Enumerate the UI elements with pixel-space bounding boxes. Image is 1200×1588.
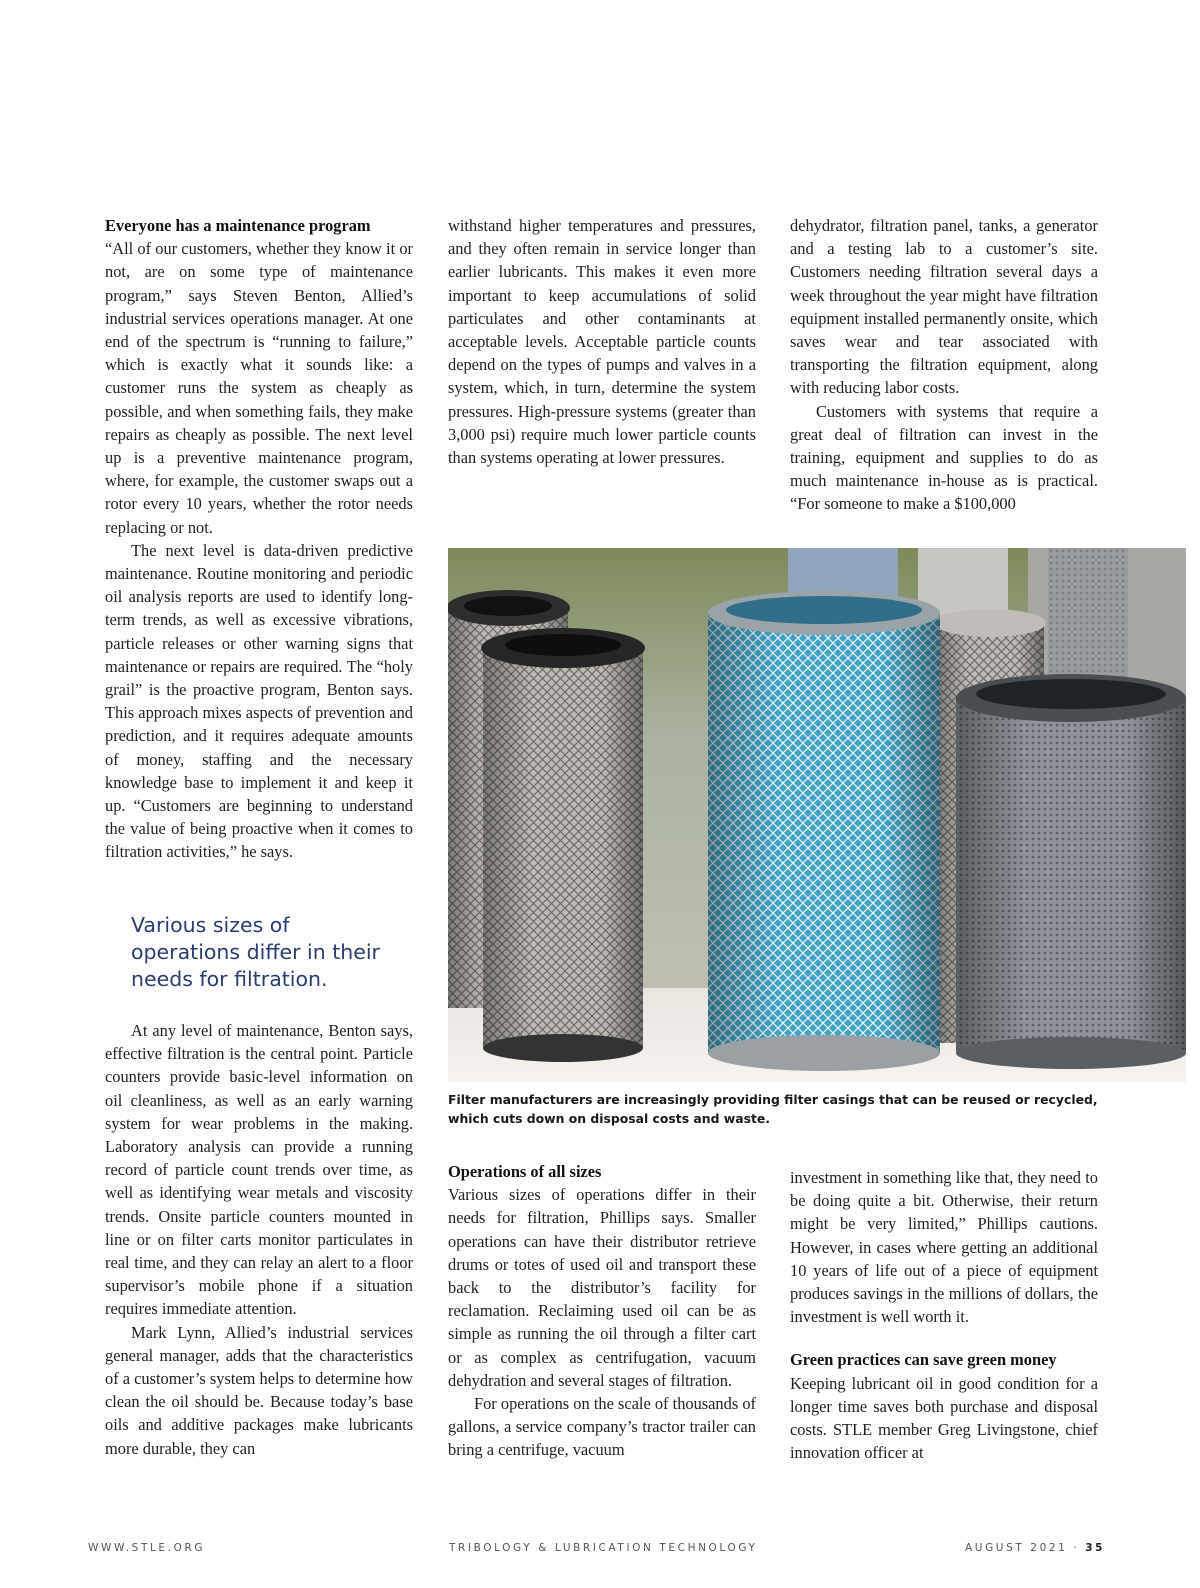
paragraph: The next level is data-driven predictive maintenance. Routine monitoring and periodic oil analysis reports are used to identify long-term trends, as well as excessive vibrations, particle releases or other warning signs that maintenance or repairs are required. The “holy grail” is the proactive program, Benton says. This approach mixes aspects of prevention and prediction, and it requires adequate amounts of money, staffing and the necessary knowledge base to implement it and keep it up. “Customers are beginning to understand the value of being proactive when it comes to filtration activities,” he says. — [105, 540, 413, 862]
paragraph: Mark Lynn, Allied’s industrial services general manager, adds that the characteristics of a customer’s system helps to determine how clean the oil should be. Because today’s base oils and additive packages make lubricants more durable, they can — [105, 1322, 413, 1458]
paragraph: For operations on the scale of thousands of gallons, a service company’s tractor trailer can bring a centrifuge, vacuum — [448, 1394, 756, 1460]
photo-caption: Filter manufacturers are increasingly providing filter casings that can be reused or recycled, which cuts down on disposal costs and waste. — [448, 1092, 1098, 1126]
footer-website: WWW.STLE.ORG — [88, 1542, 206, 1554]
footer-publication: TRIBOLOGY & LUBRICATION TECHNOLOGY — [449, 1542, 758, 1554]
paragraph: At any level of maintenance, Benton says, effective filtration is the central point. Particle counters provide basic-level information on oil cleanliness, as well as an early warning system for wear problems in the making. Laboratory analysis can provide a running record of particle count trends over time, as well as identifying wear metals and viscosity trends. Onsite particle counters mounted in line or on filter carts monitor particulates in real time, and they can relay an alert to a floor supervisor’s mobile phone if a situation requires immediate attention. — [105, 1021, 413, 1319]
pull-quote: Various sizes of operations differ in their needs for filtration. — [131, 913, 380, 991]
filter-cartridges-photo — [448, 548, 1186, 1082]
paragraph: Customers with systems that require a great deal of filtration can invest in the training, equipment and supplies to do as much maintenance in-house as is practical. “For someone to make a $100,000 — [790, 401, 1098, 514]
column-3-top — [790, 214, 1098, 516]
column-3-bottom — [790, 1166, 1098, 1464]
section-heading-green-practices: Green practices can save green money — [790, 1350, 1057, 1370]
paragraph: investment in something like that, they need to be doing quite a bit. Otherwise, their return might be very limited,” Phillips cautions. However, in cases where getting an additional 10 years of life out of a piece of equipment produces savings in the millions of dollars, the investment is well worth it. — [790, 1168, 1098, 1327]
column-1-top — [105, 214, 413, 864]
page-number: 35 — [1085, 1542, 1106, 1554]
paragraph: withstand higher temperatures and pressures, and they often remain in service longer than earlier lubricants. This makes it even more important to keep accumulations of solid particulates and other contaminants at acceptable levels. Acceptable particle counts depend on the types of pumps and valves in a system, which, in turn, determine the system pressures. High-pressure systems (greater than 3,000 psi) require much lower particle counts than systems operating at lower pressures. — [448, 216, 756, 468]
column-2-top — [448, 214, 756, 469]
paragraph: Keeping lubricant oil in good condition for a longer time saves both purchase and disposal costs. STLE member Greg Livingstone, chief innovation officer at — [790, 1373, 1098, 1463]
footer-date: AUGUST 2021 · — [965, 1542, 1080, 1554]
section-heading-maintenance: Everyone has a maintenance program — [105, 216, 371, 235]
footer-date-page — [965, 1542, 1105, 1554]
column-1-bottom — [105, 1019, 413, 1460]
paragraph: Various sizes of operations differ in their needs for filtration, Phillips says. Smaller operations can have their distributor retrieve drums or totes of used oil and transport these back to the distributor’s facility for reclamation. Reclaiming used oil can be as simple as running the oil through a filter cart or as complex as centrifugation, vacuum dehydration and several stages of filtration. — [448, 1185, 756, 1390]
section-spacer — [790, 1328, 1098, 1348]
section-heading-operations: Operations of all sizes — [448, 1162, 602, 1181]
column-2-bottom — [448, 1160, 756, 1462]
paragraph: “All of our customers, whether they know it or not, are on some type of maintenance program,” says Steven Benton, Allied’s industrial services operations manager. At one end of the spectrum is “running to failure,” which is exactly what it sounds like: a customer runs the system as cheaply as possible, and when something fails, they make repairs as cheaply as possible. The next level up is a preventive maintenance program, where, for example, the customer swaps out a rotor every 10 years, whether the rotor needs replacing or not. — [105, 239, 413, 537]
paragraph: dehydrator, filtration panel, tanks, a generator and a testing lab to a customer’s site. Customers needing filtration several days a week throughout the year might have filtration equipment installed permanently onsite, which saves wear and tear associated with transporting the filtration equipment, along with reducing labor costs. — [790, 216, 1098, 398]
